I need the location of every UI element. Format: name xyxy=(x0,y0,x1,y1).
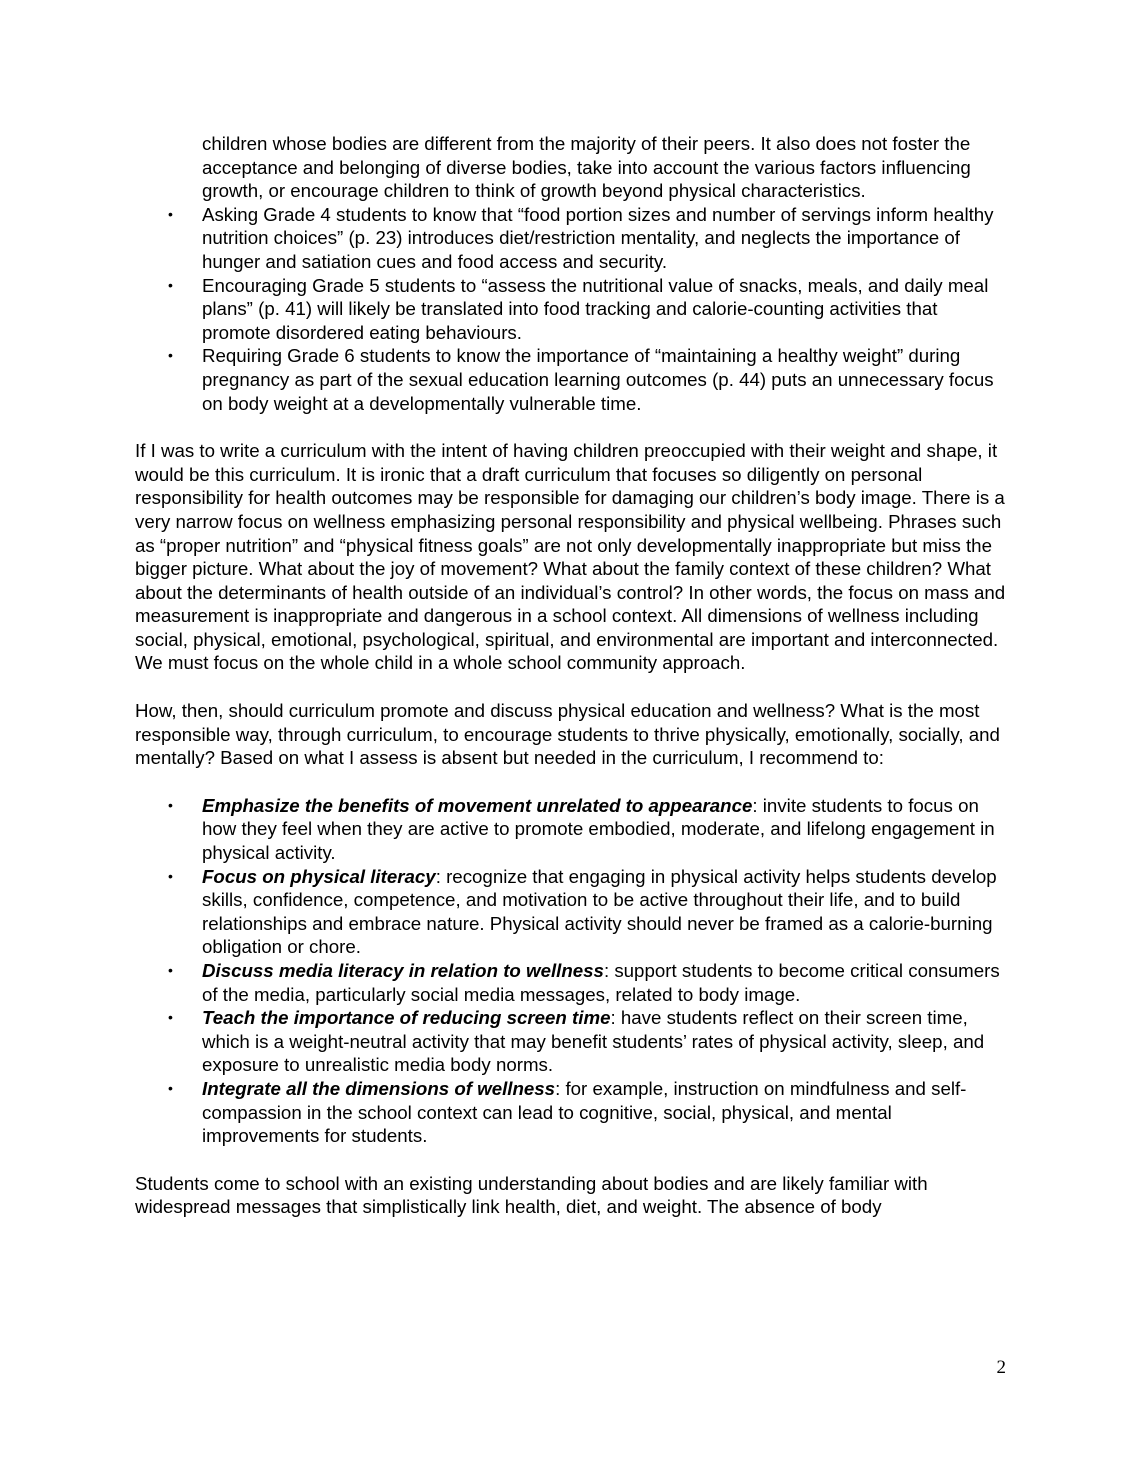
recommendation-title: Teach the importance of reducing screen time xyxy=(202,1007,611,1029)
list-item xyxy=(135,203,1010,274)
paragraph: If I was to write a curriculum with the intent of having children preoccupied with their weight and shape, it would be this curriculum. It is ironic that a draft curriculum that focuses so diligently on personal responsibility for health outcomes may be responsible for damaging our children’s body image. There is a very narrow focus on wellness emphasizing personal responsibility and physical wellbeing. Phrases such as “proper nutrition” and “physical fitness goals” are not only developmentally inappropriate but miss the bigger picture. What about the joy of movement? What about the family context of these children? What about the determinants of health outside of an individual’s control? In other words, the focus on mass and measurement is inappropriate and dangerous in a school context. All dimensions of wellness including social, physical, emotional, psychological, spiritual, and environmental are important and interconnected. We must focus on the whole child in a whole school community approach. xyxy=(135,440,1006,674)
list-item-text: Encouraging Grade 5 students to “assess the nutritional value of snacks, meals, and daily meal plans” (p. 41) will likely be translated into food tracking and calorie-counting activities that promote disordered eating behaviours. xyxy=(202,274,989,343)
list-item-text: Asking Grade 4 students to know that “food portion sizes and number of servings inform healthy nutrition choices” (p. 23) introduces diet/restriction mentality, and neglects the importance of hunger and satiation cues and food access and security. xyxy=(202,203,994,272)
recommendations-list xyxy=(135,794,1010,1148)
bullet-icon: • xyxy=(168,347,173,364)
bullet-icon: • xyxy=(168,205,173,222)
bullet-icon: • xyxy=(168,1079,173,1096)
list-item-text: Requiring Grade 6 students to know the importance of “maintaining a healthy weight” during pregnancy as part of the sexual education learning outcomes (p. 44) puts an unnecessary focus on body weight at a developmentally vulnerable time. xyxy=(202,345,994,414)
recommendation-body: : have students reflect on their screen time, which is a weight-neutral activity that may benefit students’ rates of physical activity, sleep, and exposure to unrealistic media body norms. xyxy=(202,1007,985,1076)
recommendation-body: : invite students to focus on how they feel when they are active to promote embodied, moderate, and lifelong engagement in physical activity. xyxy=(202,794,995,864)
recommendation-title: Discuss media literacy in relation to wellness xyxy=(202,960,604,981)
paragraph: How, then, should curriculum promote and discuss physical education and wellness? What is the most responsible way, through curriculum, to encourage students to thrive physically, emotionally, socially, and mentally? Based on what I assess is absent but needed in the curriculum, I recommend to: xyxy=(135,700,1000,769)
recommendation-body: : recognize that engaging in physical activity helps students develop skills, confidence, competence, and motivation to be active throughout their life, and to build relationships and embrace nature. Physical activity should never be framed as a calorie-burning obligation or chore. xyxy=(202,865,997,958)
bullet-icon: • xyxy=(168,962,173,978)
bullet-icon: • xyxy=(168,796,173,813)
list-item-continuation: children whose bodies are different from the majority of their peers. It also does not foster the acceptance and belonging of diverse bodies, take into account the various factors influencing growth, or encourage children to think of growth beyond physical characteristics. xyxy=(202,133,971,202)
list-item xyxy=(135,1077,1010,1148)
list-item xyxy=(135,794,1010,865)
list-item xyxy=(135,865,1010,959)
page-number: 2 xyxy=(996,1357,1006,1378)
list-item xyxy=(135,959,1010,1006)
recommendation-title: Emphasize the benefits of movement unrelated to appearance xyxy=(202,794,753,816)
page-body xyxy=(135,132,1010,1219)
recommendation-title: Integrate all the dimensions of wellness xyxy=(202,1077,556,1099)
list-item xyxy=(135,1006,1010,1077)
curriculum-concerns-list xyxy=(135,203,1010,415)
bullet-icon: • xyxy=(168,276,173,293)
recommendation-body: : support students to become critical consumers of the media, particularly social media messages, related to body image. xyxy=(202,960,1000,1005)
paragraph: Students come to school with an existing understanding about bodies and are likely familiar with widespread messages that simplistically link health, diet, and weight. The absence of body xyxy=(135,1172,928,1218)
bullet-icon: • xyxy=(168,1009,173,1026)
recommendation-body: : for example, instruction on mindfulness and self-compassion in the school context can lead to cognitive, social, physical, and mental improvements for students. xyxy=(202,1077,967,1147)
list-item xyxy=(135,274,1010,345)
bullet-icon: • xyxy=(168,867,173,884)
recommendation-title: Focus on physical literacy xyxy=(202,865,436,887)
list-item xyxy=(135,344,1010,415)
